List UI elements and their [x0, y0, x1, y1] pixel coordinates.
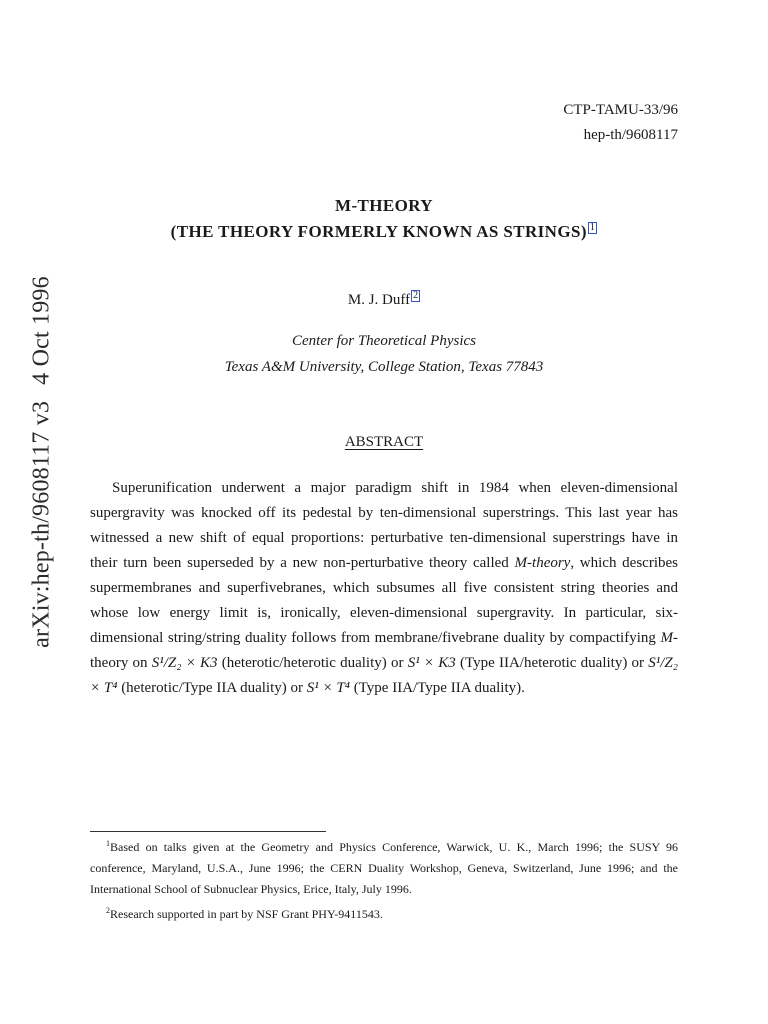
- affiliation-line-2: Texas A&M University, College Station, Texas 77843: [224, 359, 544, 375]
- author-footnote-link[interactable]: 2: [413, 290, 419, 301]
- title-line-1: M-THEORY: [335, 196, 433, 215]
- arxiv-date: 4 Oct 1996: [28, 276, 55, 385]
- author: [0, 290, 768, 309]
- abstract-text-7: (Type IIA/Type IIA duality).: [349, 680, 525, 696]
- abstract-text-1: Superunification underwent a major paradigm shift in 1984 when eleven-dimensional supergravity was knocked off its pedestal by ten-dimensional superstrings. This last year has witnessed a new shift of equal proportions: perturbative ten-dimensional superstrings have in their turn been superseded by a new non-perturbative theory called: [90, 480, 678, 571]
- footnote-rule: [90, 831, 326, 832]
- author-name: M. J. Duff: [347, 292, 411, 308]
- abstract-m-theory: M-theory: [514, 555, 571, 571]
- affiliation-line-1: Center for Theoretical Physics: [292, 333, 476, 349]
- abstract-math-2: S¹ × K3: [407, 655, 456, 671]
- affiliation: [0, 328, 768, 380]
- footnote-2: [90, 900, 678, 925]
- abstract-math-4: S¹ × T⁴: [306, 680, 350, 696]
- footnote-1-mark: 1: [106, 839, 110, 848]
- paper-title: [0, 193, 768, 245]
- report-number-primary: CTP-TAMU-33/96: [563, 102, 678, 118]
- report-numbers: [563, 98, 678, 148]
- abstract-math-1: S¹/Z₂ × K3: [151, 655, 218, 671]
- abstract-m-letter: M: [660, 630, 673, 646]
- abstract-heading-text: ABSTRACT: [344, 434, 424, 450]
- abstract-text-3: -theory on: [90, 630, 678, 671]
- abstract-text-5: (Type IIA/heterotic duality) or: [455, 655, 649, 671]
- footnote-1-text: Based on talks given at the Geometry and Physics Conference, Warwick, U. K., March 1996; the SUSY 96 conference, Maryland, U.S.A., June 1996; the CERN Duality Workshop, Geneva, Switzerland, June 1996; and the International School of Subnuclear Physics, Erice, Italy, July 1996.: [90, 840, 678, 896]
- abstract-text-6: (heterotic/Type IIA duality) or: [117, 680, 307, 696]
- abstract-heading: [0, 434, 768, 451]
- footnote-1: [90, 833, 678, 900]
- footnote-2-mark: 2: [106, 906, 110, 915]
- arxiv-identifier: arXiv:hep-th/9608117 v3: [28, 400, 55, 648]
- title-footnote-link[interactable]: 1: [589, 222, 596, 234]
- report-number-secondary: hep-th/9608117: [583, 127, 678, 143]
- footnotes: [90, 833, 678, 925]
- abstract-text-4: (heterotic/heterotic duality) or: [217, 655, 408, 671]
- title-line-2-text: (THE THEORY FORMERLY KNOWN AS STRINGS): [170, 222, 587, 241]
- title-line-2: [0, 219, 768, 245]
- footnote-2-text: Research supported in part by NSF Grant PHY-9411543.: [110, 907, 383, 921]
- abstract-math-3: S¹/Z₂ × T⁴: [90, 655, 678, 696]
- abstract-text-2: , which describes supermembranes and superfivebranes, which subsumes all five consistent string theories and whose low energy limit is, ironically, eleven-dimensional supergravity. In particular, six-dimensional string/string duality follows from membrane/fivebrane duality by compactifying: [90, 555, 678, 646]
- abstract-body: [90, 476, 678, 701]
